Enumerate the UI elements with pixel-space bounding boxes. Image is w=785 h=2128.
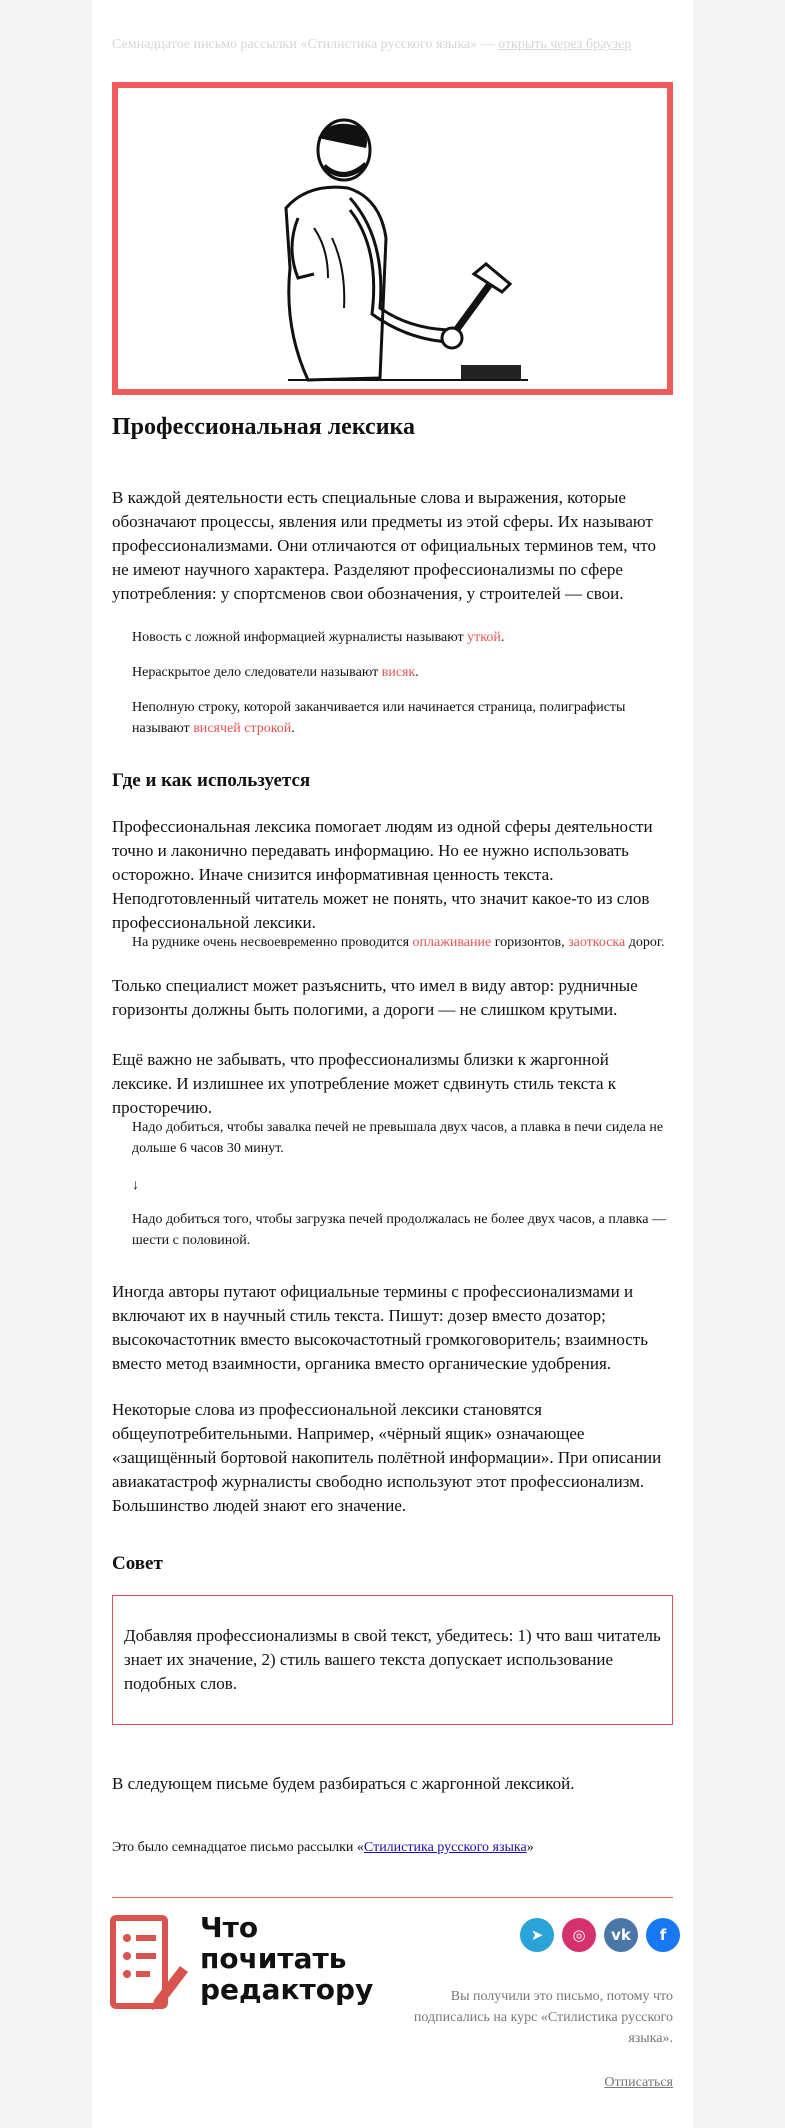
subscription-note: Вы получили это письмо, потому что подписались на курс «Стилистика русского языка». <box>413 1989 673 2046</box>
closing-line: Это было семнадцатое письмо рассылки «Стилистика русского языка» <box>112 1840 534 1855</box>
logo-text: Что почитать редактору <box>200 1911 374 2006</box>
usage-paragraph-1: Профессиональная лексика помогает людям из одной сферы деятельности точно и лаконично передавать информацию. Но ее нужно использовать осторожно. Иначе снизится информативная ценность текста. Неподготовленный читатель может не понять, что значит какое-то из слов профессиональной лексики. <box>112 817 653 932</box>
intro-paragraph: В каждой деятельности есть специальные слова и выражения, которые обозначают процессы, явления или предметы из этой сферы. Их называют профессионализмами. Они отличаются от официальных терминов тем, что не имеют научного характера. Разделяют профессионализмы по сфере употребления: у спортсменов свои обозначения, у строителей — свои. <box>112 488 656 603</box>
preheader <box>112 37 673 53</box>
footer-divider <box>112 1897 673 1898</box>
usage-paragraph-4: Иногда авторы путают официальные термины с профессионализмами и включают их в научный стиль текста. Пишут: дозер вместо дозатор; высокочастотник вместо высокочастотный громкоговоритель; взаимность вместо метод взаимности, органика вместо органические удобрения. <box>112 1282 648 1373</box>
section-heading-tip: Совет <box>112 1553 163 1574</box>
usage-paragraph-3: Ещё важно не забывать, что профессионализмы близки к жаргонной лексике. И излишнее их употребление может сдвинуть стиль текста к просторечию. <box>112 1050 617 1117</box>
facebook-icon[interactable]: f <box>646 1918 680 1952</box>
course-link[interactable]: Стилистика русского языка <box>363 1840 527 1855</box>
telegram-icon[interactable]: ➤ <box>520 1918 554 1952</box>
page-title: Профессиональная лексика <box>112 414 415 440</box>
next-letter-note: В следующем письме будем разбираться с жаргонной лексикой. <box>112 1774 575 1793</box>
unsubscribe-link[interactable]: Отписаться <box>604 2075 673 2090</box>
preheader-text: Семнадцатое письмо рассылки «Стилистика русского языка» — <box>112 37 499 52</box>
term: уткой <box>467 630 501 645</box>
open-in-browser-link[interactable]: открыть через браузер <box>498 37 632 52</box>
tip-box <box>112 1595 673 1725</box>
brand-logo[interactable] <box>110 1912 410 2017</box>
arrow-down-icon: ↓ <box>132 1178 139 1193</box>
example-2: Нераскрытое дело следователи называют висяк. <box>132 665 419 680</box>
example-after: Надо добиться того, чтобы загрузка печей продолжалась не более двух часов, а плавка — шести с половиной. <box>132 1212 666 1248</box>
example-3: Неполную строку, которой заканчивается или начинается страница, полиграфисты называют висячей строкой. <box>132 700 626 736</box>
term: висячей строкой <box>193 721 292 736</box>
blacksmith-illustration <box>118 88 667 389</box>
unsubscribe <box>392 2075 673 2091</box>
tip-text: Добавляя профессионализмы в свой текст, убедитесь: 1) что ваш читатель знает их значение, 2) стиль вашего текста допускает использование подобных слов. <box>124 1626 661 1693</box>
example-1: Новость с ложной информацией журналисты называют уткой. <box>132 630 505 645</box>
term: висяк <box>381 665 416 680</box>
email-body <box>92 0 693 2128</box>
checklist-pencil-icon <box>110 1914 190 2014</box>
usage-paragraph-5: Некоторые слова из профессиональной лексики становятся общеупотребительными. Например, «чёрный ящик» означающее «защищённый бортовой накопитель полётной информации». При описании авиакатастроф журналисты свободно используют этот профессионализм. Большинство людей знают его значение. <box>112 1400 662 1515</box>
term: заоткоска <box>568 935 626 950</box>
term: оплаживание <box>412 935 492 950</box>
hero-illustration <box>112 82 673 395</box>
example-before: Надо добиться, чтобы завалка печей не превышала двух часов, а плавка в печи сидела не дольше 6 часов 30 минут. <box>132 1120 664 1156</box>
anvil-block <box>461 365 521 379</box>
usage-paragraph-2: Только специалист может разъяснить, что имел в виду автор: рудничные горизонты должны быть пологими, а дороги — не слишком крутыми. <box>112 976 638 1019</box>
example-mining: На руднике очень несвоевременно проводится оплаживание горизонтов, заоткоска дорог. <box>132 935 665 950</box>
section-heading-usage: Где и как используется <box>112 770 311 791</box>
vk-icon[interactable]: vk <box>604 1918 638 1952</box>
instagram-icon[interactable]: ◎ <box>562 1918 596 1952</box>
